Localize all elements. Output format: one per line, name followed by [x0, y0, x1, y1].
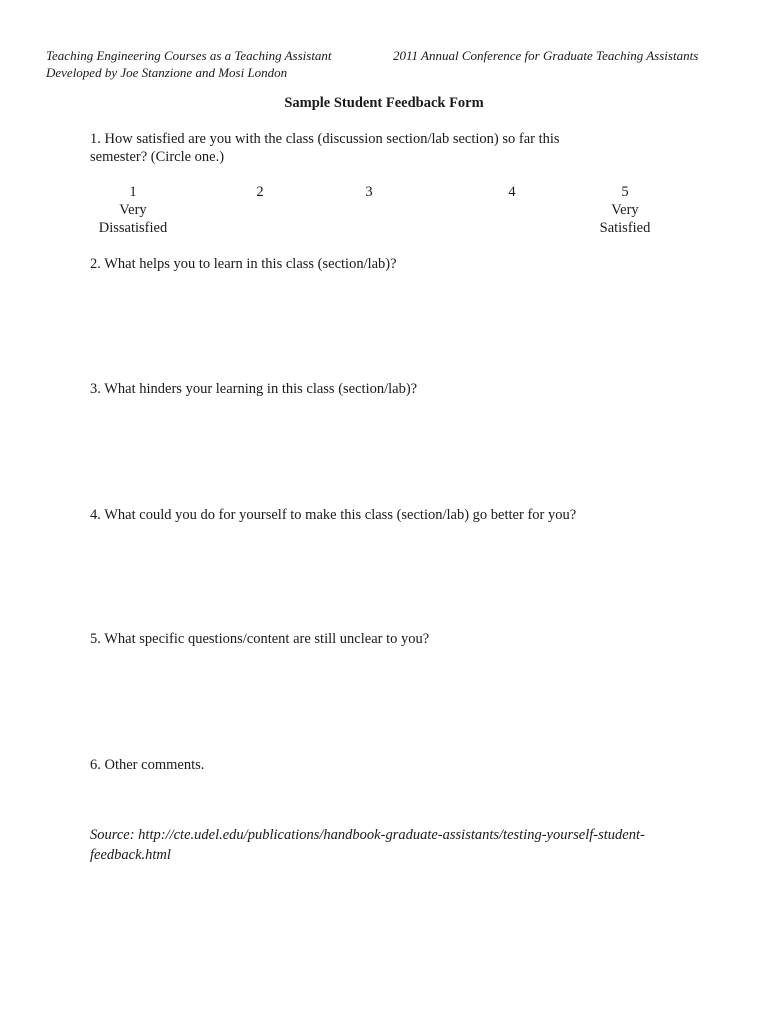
question-1-line1: 1. How satisfied are you with the class (discussion section/lab section) so far this: [90, 131, 560, 147]
header-left-line1: Teaching Engineering Courses as a Teaching Assistant: [46, 48, 332, 63]
scale-number: 2: [256, 184, 264, 200]
scale-option-3[interactable]: [319, 183, 419, 201]
scale-number: 5: [621, 184, 629, 200]
question-6: 6. Other comments.: [90, 757, 205, 773]
header-right-line1: 2011 Annual Conference for Graduate Teaching Assistants: [393, 48, 699, 63]
page-title: Sample Student Feedback Form: [284, 95, 484, 111]
scale-option-5[interactable]: [575, 183, 675, 237]
source-citation: Source: http://cte.udel.edu/publications/handbook-graduate-assistants/testing-yourself-student-feedback.html: [90, 827, 645, 863]
scale-label: Very: [119, 202, 147, 218]
scale-number: 3: [365, 184, 373, 200]
question-3: 3. What hinders your learning in this class (section/lab)?: [90, 381, 418, 397]
scale-option-1[interactable]: [83, 183, 183, 237]
scale-label: Satisfied: [599, 220, 651, 236]
scale-label: Dissatisfied: [98, 220, 168, 236]
question-1-line2: semester? (Circle one.): [90, 149, 225, 165]
question-5: 5. What specific questions/content are still unclear to you?: [90, 631, 430, 647]
scale-option-2[interactable]: [210, 183, 310, 201]
header-left-line2: Developed by Joe Stanzione and Mosi London: [46, 65, 288, 80]
scale-number: 4: [508, 184, 516, 200]
scale-number: 1: [129, 184, 137, 200]
scale-label: Very: [611, 202, 639, 218]
scale-option-4[interactable]: [462, 183, 562, 201]
question-2: 2. What helps you to learn in this class (section/lab)?: [90, 256, 397, 272]
question-4: 4. What could you do for yourself to make this class (section/lab) go better for you?: [90, 507, 577, 523]
